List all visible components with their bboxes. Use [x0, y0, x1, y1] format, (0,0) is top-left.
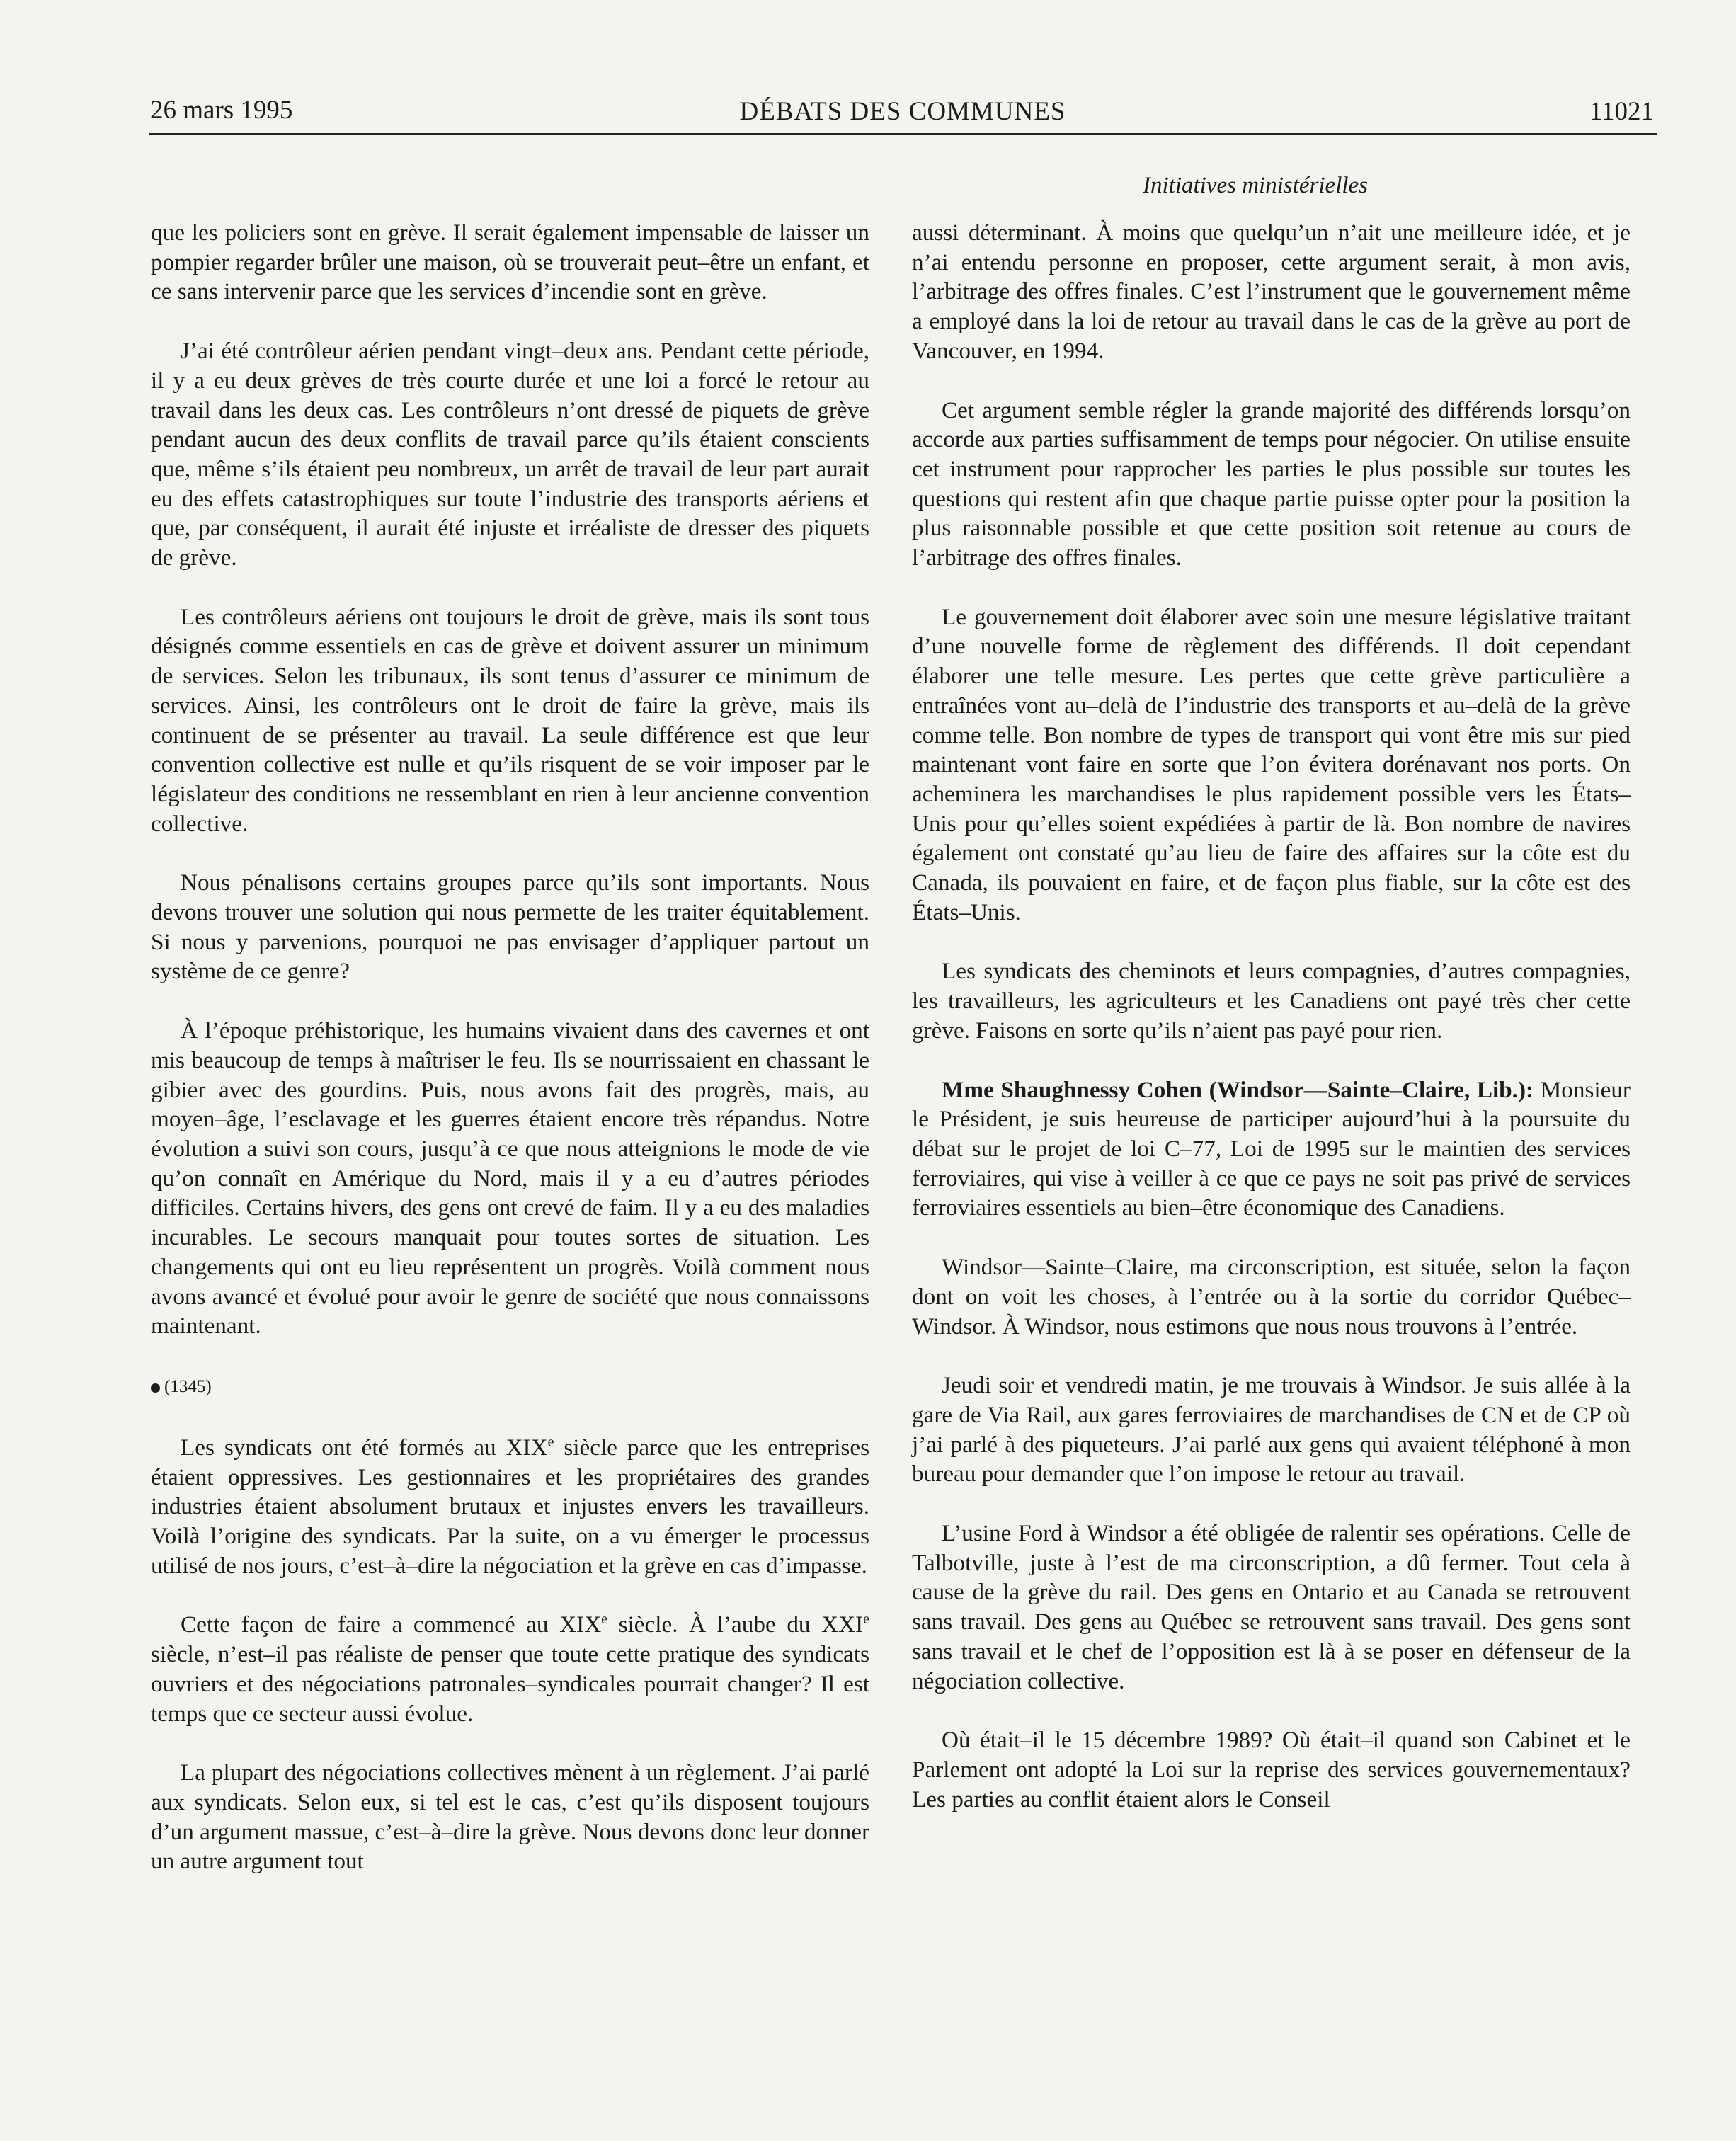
paragraph: Jeudi soir et vendredi matin, je me trouvais à Windsor. Je suis allée à la gare de Via Rail, aux gares ferroviaires de marchandises de CN et de CP où j’ai parlé à des piqueteurs. J’ai parlé aux gens qui avaient téléphoné à mon bureau pour demander que l’on impose le retour au travail. [912, 1372, 1631, 1488]
page-number: 11021 [1589, 97, 1654, 126]
paragraph: Cette façon de faire a commencé au XIXe siècle. À l’aube du XXIe siècle, n’est–il pas réaliste de penser que toute cette pratique des syndicats ouvriers et des négociations patronales–syndicales pourrait changer? Il est temps que ce secteur aussi évolue. [151, 1611, 870, 1727]
bullet-icon [151, 1383, 160, 1393]
paragraph: Où était–il le 15 décembre 1989? Où était–il quand son Cabinet et le Parlement ont adopté la Loi sur la reprise des services gouvernementaux? Les parties au conflit étaient alors le Conseil [912, 1727, 1631, 1812]
page-header [149, 91, 1657, 135]
paragraph: J’ai été contrôleur aérien pendant vingt–deux ans. Pendant cette période, il y a eu deux grèves de très courte durée et une loi a forcé le retour au travail dans les deux cas. Les contrôleurs n’ont dressé de piquets de grève pendant aucun des deux conflits de travail parce qu’ils étaient conscients que, même s’ils étaient peu nombreux, un arrêt de travail de leur part aurait eu des effets catastrophiques sur toute l’industrie des transports aériens et que, par conséquent, il aurait été injuste et irréaliste de dresser des piquets de grève. [151, 338, 869, 571]
speech-paragraph: Mme Shaughnessy Cohen (Windsor—Sainte–Claire, Lib.): Monsieur le Président, je suis heureuse de participer aujourd’hui à la poursuite du débat sur le projet de loi C–77, Loi de 1995 sur le maintien des services ferroviaires, qui vise à veiller à ce que ce pays ne soit pas privé de services ferroviaires essentiels au bien–être économique des Canadiens. [912, 1076, 1631, 1221]
paragraph: À l’époque préhistorique, les humains vivaient dans des cavernes et ont mis beaucoup de temps à maîtriser le feu. Ils se nourrissaient en chassant le gibier avec des gourdins. Puis, nous avons fait des progrès, mais, au moyen–âge, l’esclavage et les guerres étaient encore très répandus. Notre évolution a suivi son cours, jusqu’à ce que nous atteignions le mode de vie qu’on connaît en Amérique du Nord, mais il y a eu d’autres périodes difficiles. Certains hivers, des gens ont crevé de faim. Il y a eu des maladies incurables. Le secours manquait pour toutes sortes de situation. Les changements qui ont eu lieu représentent un progrès. Voilà comment nous avons avancé et évolué pour avoir le genre de société que nous connaissons maintenant. [151, 1017, 869, 1340]
paragraph: Les contrôleurs aériens ont toujours le droit de grève, mais ils sont tous désignés comme essentiels en cas de grève et doivent assurer un minimum de services. Selon les tribunaux, ils sont tenus d’assurer ce minimum de services. Ainsi, les contrôleurs ont le droit de faire la grève, mais ils continuent de se présenter au travail. La seule différence est que leur convention collective est nulle et qu’ils risquent de se voir imposer par le législateur des conditions ne ressemblant en rien à leur ancienne convention collective. [151, 603, 869, 837]
paragraph: Windsor—Sainte–Claire, ma circonscription, est située, selon la façon dont on voit les choses, à l’entrée ou à la sortie du corridor Québec–Windsor. À Windsor, nous estimons que nous nous trouvons à l’entrée. [912, 1254, 1631, 1340]
paragraph: L’usine Ford à Windsor a été obligée de ralentir ses opérations. Celle de Talbotville, juste à l’est de ma circonscription, a dû fermer. Tout cela à cause de la grève du rail. Des gens en Ontario et au Canada se retrouvent sans travail. Des gens au Québec se retrouvent sans travail. Des gens sont sans travail et le chef de l’opposition est là à se poser en défenseur de la négociation collective. [912, 1520, 1631, 1694]
paragraph: Le gouvernement doit élaborer avec soin une mesure législative traitant d’une nouvelle forme de règlement des différends. Il doit cependant élaborer une telle mesure. Les pertes que cette grève particulière a entraînées vont au–delà de l’industrie des transports et au–delà de la grève comme telle. Bon nombre de types de transport qui vont être mis sur pied maintenant vont faire en sorte que l’on évitera dorénavant nos ports. On acheminera les marchandises le plus rapidement possible vers les États–Unis pour qu’elles soient expédiées à partir de là. Bon nombre de navires également ont constaté qu’au lieu de faire des affaires sur la côte est du Canada, ils pouvaient en faire, et de façon plus fiable, sur la côte est des États–Unis. [912, 603, 1631, 925]
paragraph: Les syndicats des cheminots et leurs compagnies, d’autres compagnies, les travailleurs, les agriculteurs et les Canadiens ont payé très cher cette grève. Faisons en sorte qu’ils n’aient pas payé pour rien. [912, 958, 1631, 1044]
section-title: Initiatives ministérielles [1143, 173, 1369, 198]
paragraph: Nous pénalisons certains groupes parce qu’ils sont importants. Nous devons trouver une solution qui nous permette de les traiter équitablement. Si nous y parvenions, pourquoi ne pas envisager d’appliquer partout un système de ce genre? [151, 869, 869, 985]
left-column [151, 218, 869, 1906]
right-column [912, 218, 1631, 1844]
header-date: 26 mars 1995 [150, 96, 293, 125]
publication-title: DÉBATS DES COMMUNES [739, 97, 1066, 126]
paragraph: Les syndicats ont été formés au XIXe siècle parce que les entreprises étaient oppressives. Les gestionnaires et les propriétaires des grandes industries étaient absolument brutaux et injustes envers les travailleurs. Voilà l’origine des syndicats. Par la suite, on a vu émerger le processus utilisé de nos jours, c’est–à–dire la négociation et la grève en cas d’impasse. [151, 1434, 869, 1579]
paragraph: Cet argument semble régler la grande majorité des différends lorsqu’on accorde aux parties suffisamment de temps pour négocier. On utilise ensuite cet instrument pour rapprocher les parties le plus possible sur toutes les questions qui restent afin que chaque partie puisse opter pour la position la plus raisonnable possible et que cette position soit retenue au cours de l’arbitrage des offres finales. [912, 396, 1631, 571]
paragraph: que les policiers sont en grève. Il serait également impensable de laisser un pompier regarder brûler une maison, où se trouverait peut–être un enfant, et ce sans intervenir parce que les services d’incendie sont en grève. [151, 219, 869, 305]
time-marker [151, 1371, 869, 1403]
paragraph: aussi déterminant. À moins que quelqu’un n’ait une meilleure idée, et je n’ai entendu personne en proposer, cette argument serait, à mon avis, l’arbitrage des offres finales. C’est l’instrument que le gouvernement même a employé dans la loi de retour au travail dans le cas de la grève au port de Vancouver, en 1994. [912, 219, 1631, 364]
time-marker-label: (1345) [164, 1376, 212, 1396]
paragraph: La plupart des négociations collectives mènent à un règlement. J’ai parlé aux syndicats. Selon eux, si tel est le cas, c’est qu’ils disposent toujours d’un argument massue, c’est–à–dire la grève. Nous devons donc leur donner un autre argument tout [151, 1759, 869, 1875]
speaker-name: Mme Shaughnessy Cohen (Windsor—Sainte–Claire, Lib.): [942, 1076, 1534, 1103]
